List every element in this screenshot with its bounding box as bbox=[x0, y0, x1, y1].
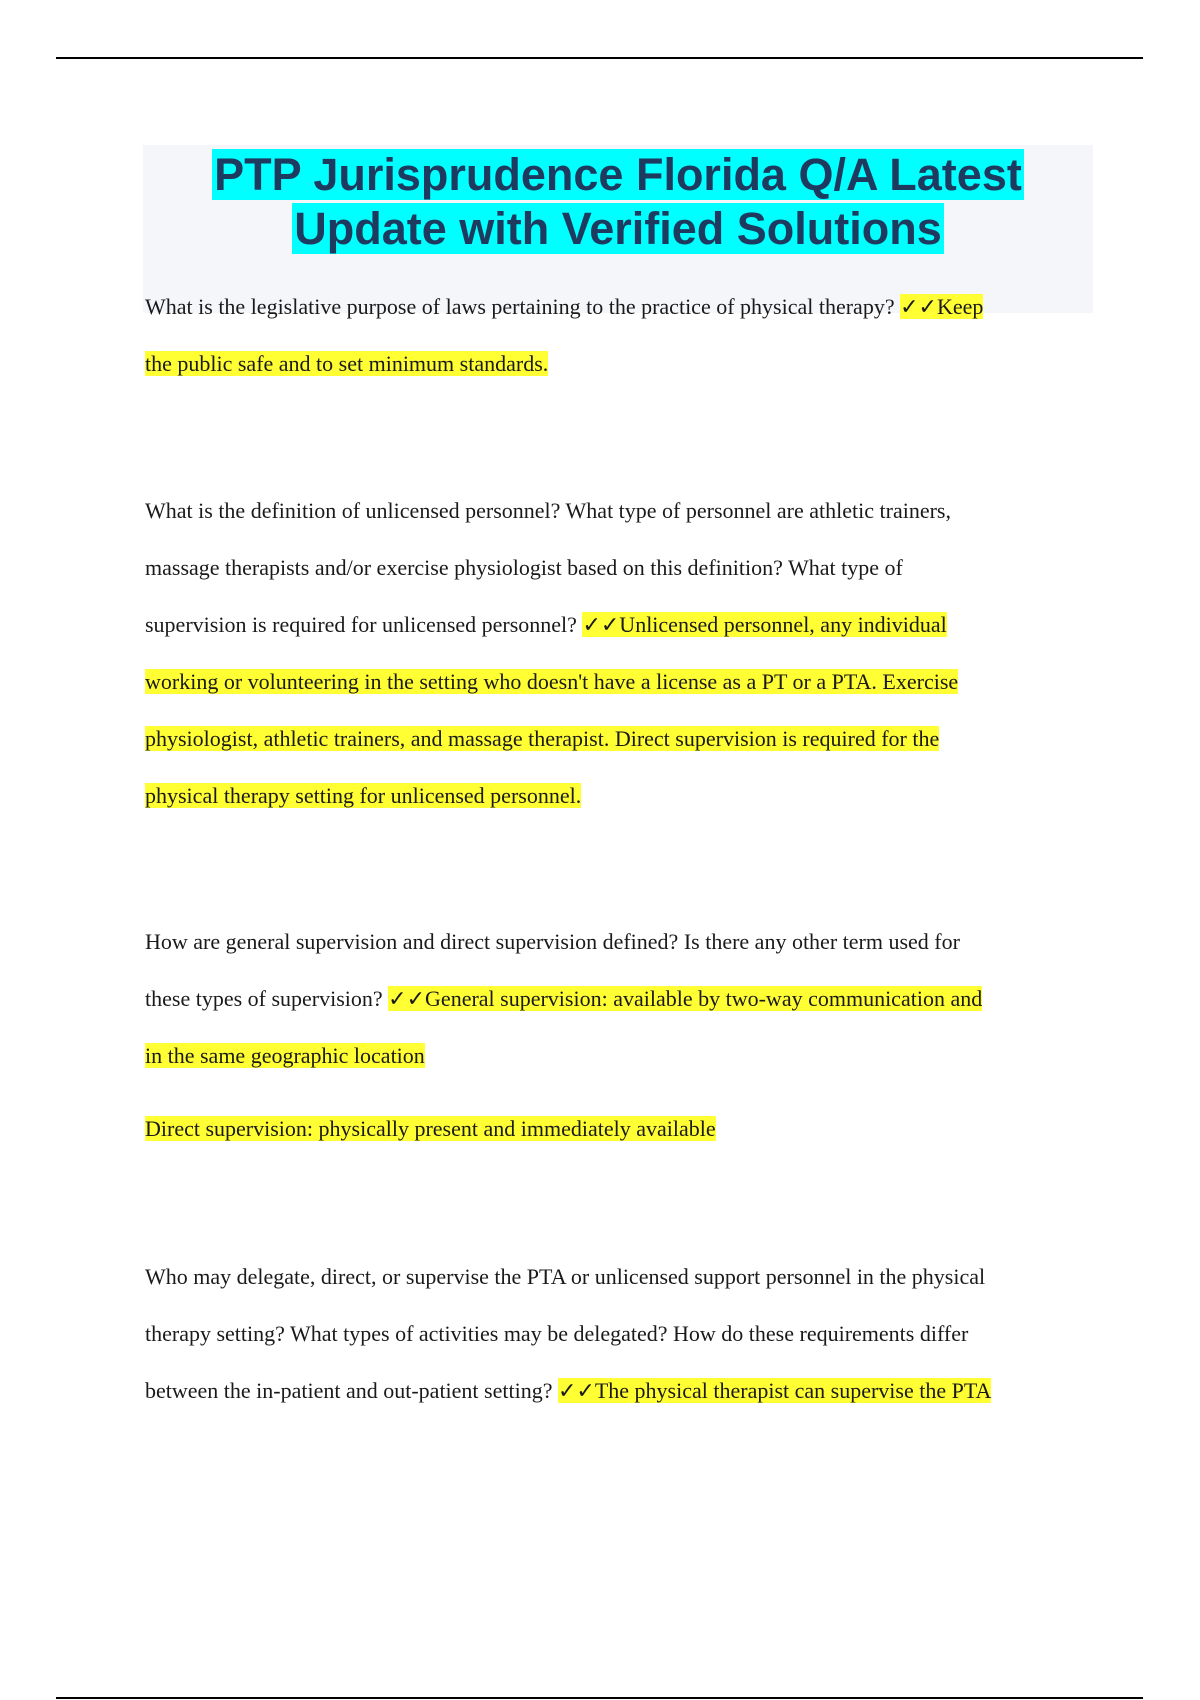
text-line bbox=[145, 1027, 1090, 1084]
title-line-1: PTP Jurisprudence Florida Q/A Latest bbox=[214, 149, 1022, 200]
text-line bbox=[145, 913, 1090, 970]
qa-item-4 bbox=[145, 1248, 1090, 1419]
qa-item-1 bbox=[145, 278, 1090, 392]
text-line bbox=[145, 767, 1090, 824]
answer-text: Direct supervision: physically present and immediately available bbox=[145, 1116, 716, 1141]
text-line bbox=[145, 1305, 1090, 1362]
question-text: supervision is required for unlicensed personnel? bbox=[145, 612, 583, 637]
qa-item-3 bbox=[145, 913, 1090, 1157]
question-text: massage therapists and/or exercise physiologist based on this definition? What type of bbox=[145, 555, 903, 580]
question-text: these types of supervision? bbox=[145, 986, 389, 1011]
question-text: Who may delegate, direct, or supervise the PTA or unlicensed support personnel in the physical bbox=[145, 1264, 986, 1289]
answer-text: physiologist, athletic trainers, and massage therapist. Direct supervision is required for the bbox=[145, 726, 940, 751]
question-text: between the in-patient and out-patient setting? bbox=[145, 1378, 558, 1403]
title-line-2: Update with Verified Solutions bbox=[294, 203, 942, 254]
answer-text: physical therapy setting for unlicensed personnel. bbox=[145, 783, 582, 808]
text-line bbox=[145, 335, 1090, 392]
text-line bbox=[145, 482, 1090, 539]
text-line bbox=[145, 710, 1090, 767]
document-title bbox=[143, 145, 1093, 256]
answer-text: ✓✓General supervision: available by two-way communication and bbox=[388, 986, 983, 1011]
bottom-rule bbox=[56, 1697, 1143, 1699]
text-line bbox=[145, 278, 1090, 335]
text-line bbox=[145, 596, 1090, 653]
question-text: What is the legislative purpose of laws pertaining to the practice of physical therapy? bbox=[145, 294, 901, 319]
top-rule bbox=[56, 57, 1143, 59]
question-text: How are general supervision and direct supervision defined? Is there any other term used for bbox=[145, 929, 960, 954]
text-line bbox=[145, 539, 1090, 596]
text-line bbox=[145, 1248, 1090, 1305]
answer-text: ✓✓Keep bbox=[900, 294, 984, 319]
answer-text: ✓✓Unlicensed personnel, any individual bbox=[582, 612, 947, 637]
answer-text: the public safe and to set minimum standards. bbox=[145, 351, 549, 376]
answer-text: in the same geographic location bbox=[145, 1043, 425, 1068]
question-text: What is the definition of unlicensed personnel? What type of personnel are athletic trainers, bbox=[145, 498, 951, 523]
answer-text: ✓✓The physical therapist can supervise the PTA bbox=[557, 1378, 992, 1403]
text-line bbox=[145, 1100, 1090, 1157]
qa-item-2 bbox=[145, 482, 1090, 824]
text-line bbox=[145, 1362, 1090, 1419]
text-line bbox=[145, 653, 1090, 710]
question-text: therapy setting? What types of activities may be delegated? How do these requirements differ bbox=[145, 1321, 969, 1346]
answer-text: working or volunteering in the setting who doesn't have a license as a PT or a PTA. Exercise bbox=[145, 669, 959, 694]
text-line bbox=[145, 970, 1090, 1027]
